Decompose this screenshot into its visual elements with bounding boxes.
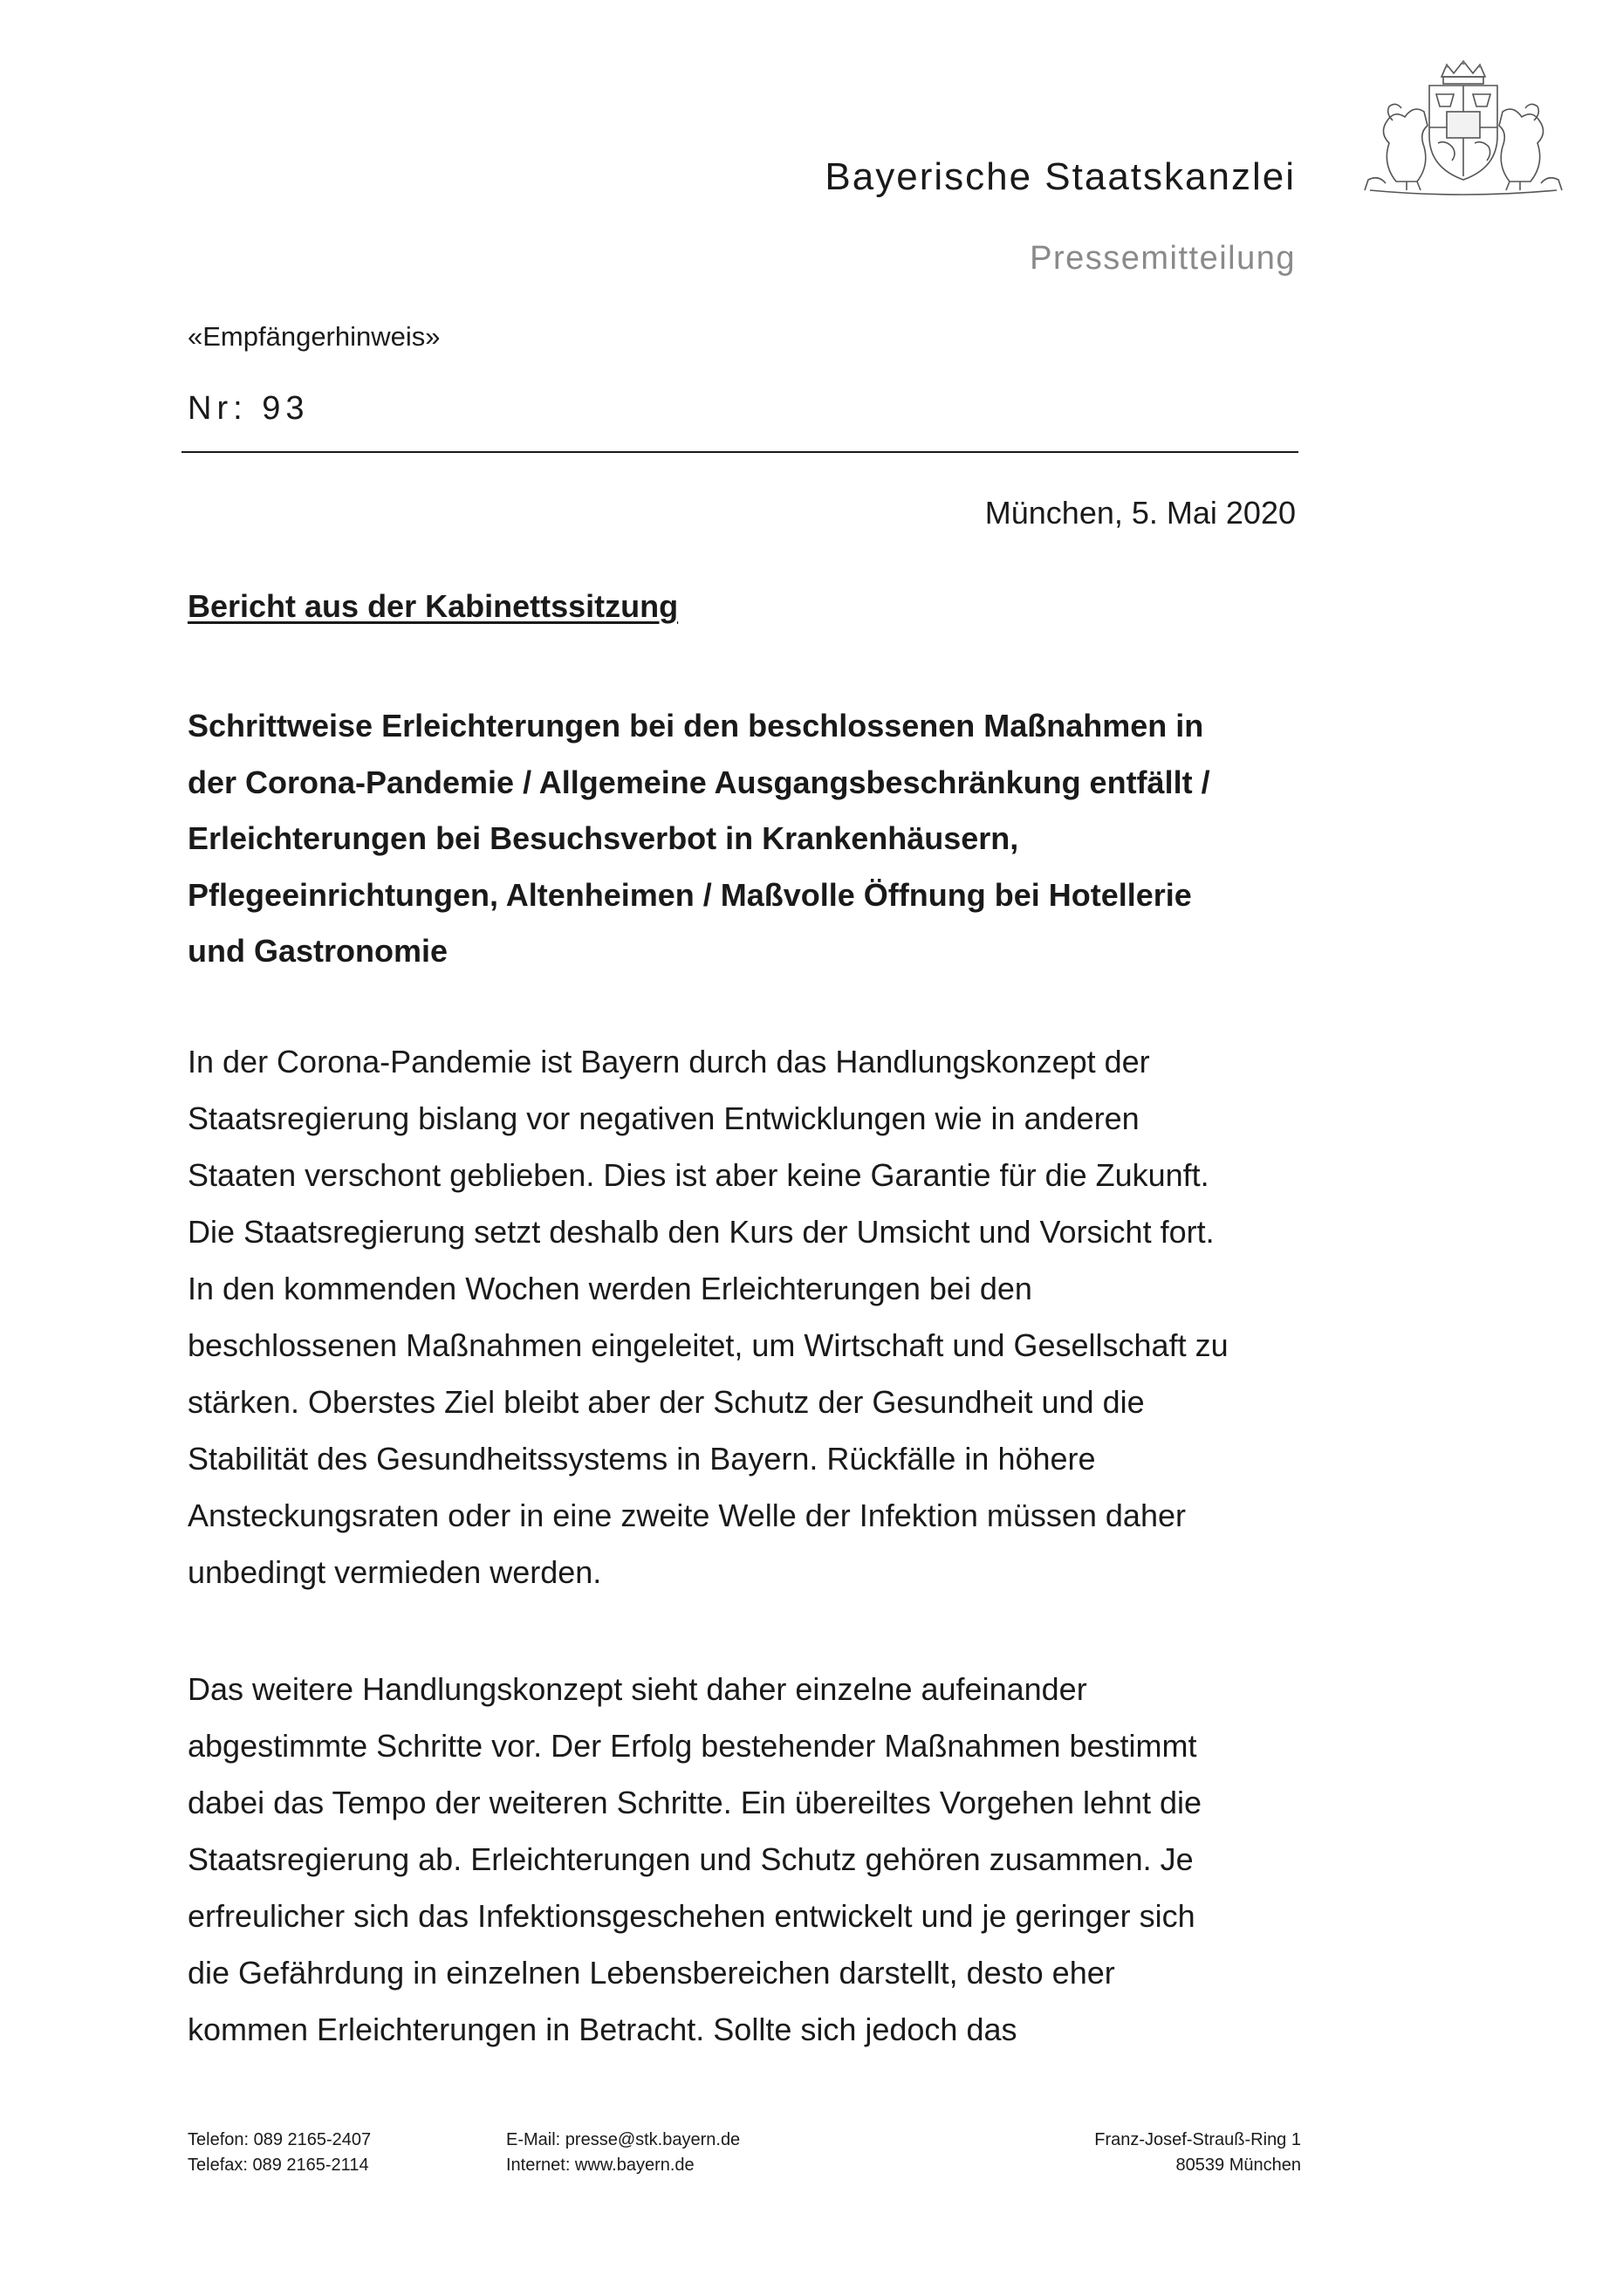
footer-email-link[interactable]: E-Mail: presse@stk.bayern.de — [506, 2130, 741, 2149]
body-paragraph — [188, 1033, 1322, 1600]
section-heading: Bericht aus der Kabinettssitzung — [188, 588, 679, 624]
institution-name: Bayerische Staatskanzlei — [825, 155, 1296, 198]
paragraph-line: Staatsregierung bislang vor negativen Entwicklungen wie in anderen — [188, 1100, 1140, 1136]
paragraph-line: kommen Erleichterungen in Betracht. Sollte sich jedoch das — [188, 2012, 1017, 2047]
footer-contact-online — [506, 2128, 740, 2178]
paragraph-line: unbedingt vermieden werden. — [188, 1554, 602, 1590]
headline-line: Schrittweise Erleichterungen bei den beschlossenen Maßnahmen in — [188, 708, 1204, 744]
footer-website-link[interactable]: Internet: www.bayern.de — [506, 2155, 695, 2175]
headline-line: und Gastronomie — [188, 933, 449, 969]
paragraph-line: Die Staatsregierung setzt deshalb den Kurs der Umsicht und Vorsicht fort. — [188, 1214, 1215, 1250]
paragraph-line: Staatsregierung ab. Erleichterungen und Schutz gehören zusammen. Je — [188, 1841, 1194, 1877]
paragraph-line: dabei das Tempo der weiteren Schritte. Ein übereiltes Vorgehen lehnt die — [188, 1785, 1202, 1820]
headline-line: Pflegeeinrichtungen, Altenheimen / Maßvolle Öffnung bei Hotellerie — [188, 876, 1192, 913]
headline-line: der Corona-Pandemie / Allgemeine Ausgangsbeschränkung entfällt / — [188, 764, 1210, 800]
header-divider — [181, 451, 1298, 453]
paragraph-line: stärken. Oberstes Ziel bleibt aber der Schutz der Gesundheit und die — [188, 1384, 1145, 1420]
headline-line: Erleichterungen bei Besuchsverbot in Krankenhäusern, — [188, 820, 1019, 856]
recipient-placeholder: «Empfängerhinweis» — [188, 321, 441, 352]
headline — [188, 698, 1322, 980]
body-paragraph — [188, 1661, 1322, 2058]
press-release-number: Nr: 93 — [188, 390, 310, 427]
footer-address — [1094, 2128, 1301, 2178]
footer-contact-phone — [188, 2128, 371, 2178]
release-date: München, 5. Mai 2020 — [984, 495, 1296, 531]
paragraph-line: beschlossenen Maßnahmen eingeleitet, um Wirtschaft und Gesellschaft zu — [188, 1327, 1229, 1363]
footer-street: Franz-Josef-Strauß-Ring 1 — [1094, 2130, 1301, 2149]
paragraph-line: Staaten verschont geblieben. Dies ist aber keine Garantie für die Zukunft. — [188, 1157, 1209, 1193]
footer-city: 80539 München — [1175, 2155, 1301, 2175]
document-type: Pressemitteilung — [1030, 240, 1296, 277]
paragraph-line: Stabilität des Gesundheitssystems in Bayern. Rückfälle in höhere — [188, 1441, 1096, 1477]
paragraph-line: Ansteckungsraten oder in eine zweite Welle der Infektion müssen daher — [188, 1498, 1186, 1533]
paragraph-line: abgestimmte Schritte vor. Der Erfolg bestehender Maßnahmen bestimmt — [188, 1728, 1197, 1764]
paragraph-line: Das weitere Handlungskonzept sieht daher einzelne aufeinander — [188, 1671, 1087, 1707]
paragraph-line: erfreulicher sich das Infektionsgeschehen entwickelt und je geringer sich — [188, 1898, 1195, 1934]
paragraph-line: die Gefährdung in einzelnen Lebensbereichen darstellt, desto eher — [188, 1955, 1115, 1991]
paragraph-line: In der Corona-Pandemie ist Bayern durch das Handlungskonzept der — [188, 1044, 1150, 1079]
footer-fax: Telefax: 089 2165-2114 — [188, 2155, 369, 2175]
coat-of-arms-icon — [1344, 59, 1583, 197]
paragraph-line: In den kommenden Wochen werden Erleichterungen bei den — [188, 1271, 1032, 1306]
footer-phone: Telefon: 089 2165-2407 — [188, 2130, 372, 2149]
